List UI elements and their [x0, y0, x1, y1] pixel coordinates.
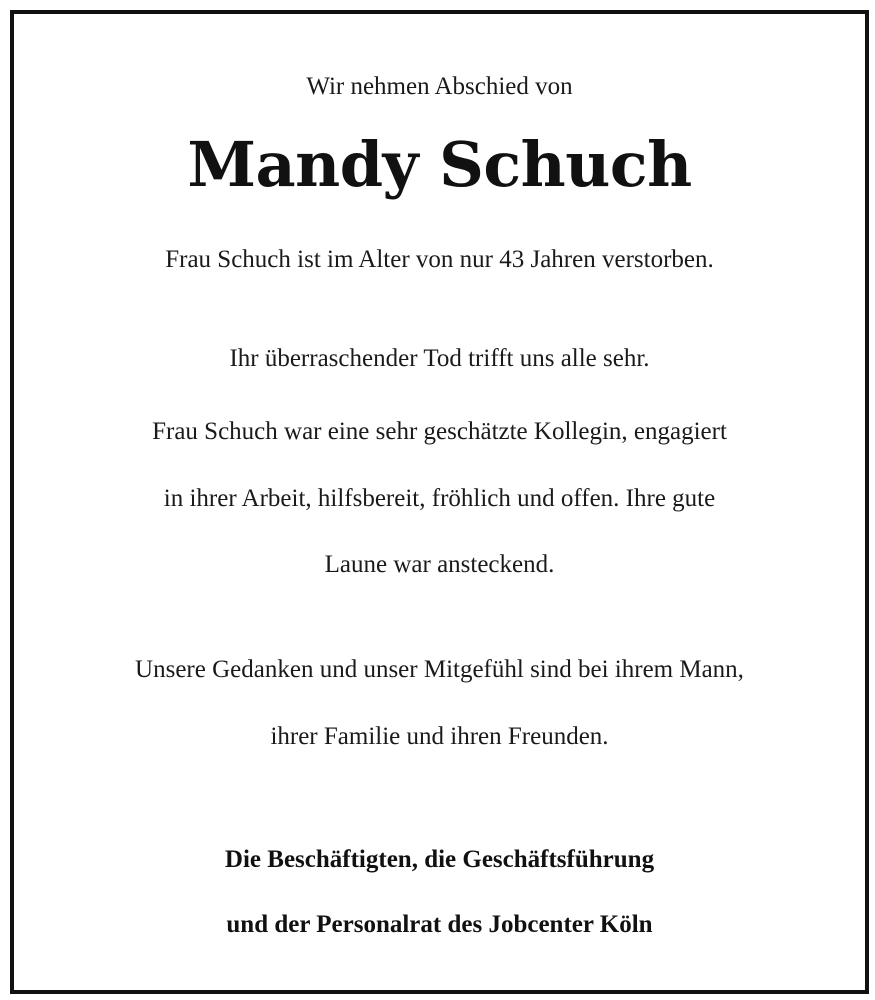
signature-line-2: und der Personalrat des Jobcenter Köln [226, 911, 653, 938]
tribute-line-2: in ihrer Arbeit, hilfsbereit, fröhlich und offen. Ihre gute [163, 485, 716, 512]
intro-text: Wir nehmen Abschied von [306, 73, 573, 100]
sympathy-line-2: ihrer Familie und ihren Freunden. [270, 723, 609, 750]
tribute-line-1: Frau Schuch war eine sehr geschätzte Kollegin, engagiert [152, 418, 727, 445]
obituary-notice [10, 10, 869, 994]
deceased-name: Mandy Schuch [187, 128, 692, 201]
signature-line-1: Die Beschäftigten, die Geschäftsführung [224, 846, 655, 873]
age-statement: Frau Schuch ist im Alter von nur 43 Jahren verstorben. [165, 246, 714, 273]
sympathy-line-1: Unsere Gedanken und unser Mitgefühl sind bei ihrem Mann, [135, 656, 744, 683]
tribute-line-3: Laune war ansteckend. [324, 551, 555, 578]
condolence-paragraph-1: Ihr überraschender Tod trifft uns alle sehr. [229, 345, 650, 372]
